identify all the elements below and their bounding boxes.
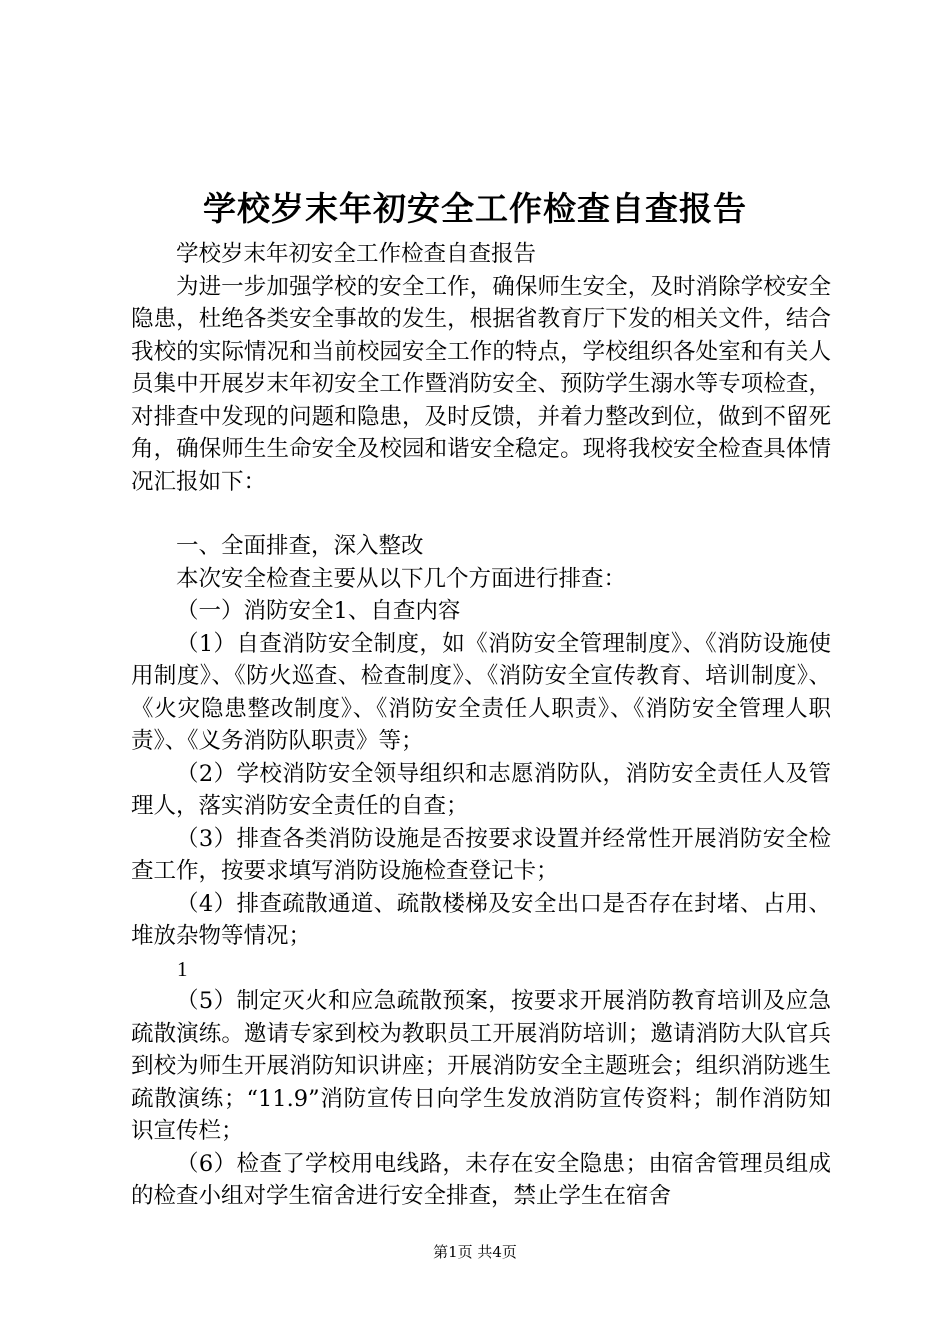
paragraph-spacer: [131, 498, 831, 530]
list-item-3: （3）排查各类消防设施是否按要求设置并经常性开展消防安全检查工作，按要求填写消防设施检查登记卡；: [131, 825, 831, 884]
inline-page-number: 1: [177, 956, 188, 981]
list-item-6: （6）检查了学校用电线路，未存在安全隐患；由宿舍管理员组成的检查小组对学生宿舍进行安全排查，禁止学生在宿舍: [131, 1150, 831, 1209]
subtitle-paragraph: 学校岁末年初安全工作检查自查报告: [176, 241, 537, 267]
page-footer: 第1页 共4页: [433, 1243, 517, 1261]
section-intro-paragraph: 本次安全检查主要从以下几个方面进行排查：: [176, 565, 627, 592]
section-heading: 一、全面排查，深入整改: [176, 533, 424, 559]
list-item-2: （2）学校消防安全领导组织和志愿消防队，消防安全责任人及管理人，落实消防安全责任的自查；: [131, 760, 831, 819]
list-item-1: （1）自查消防安全制度，如《消防安全管理制度》、《消防设施使用制度》、《防火巡查、检查制度》、《消防安全宣传教育、培训制度》、《火灾隐患整改制度》、《消防安全责任人职责》、《消防安全管理人职责》、《义务消防队职责》等；: [131, 630, 831, 754]
list-item-4: （4）排查疏散通道、疏散楼梯及安全出口是否存在封堵、占用、堆放杂物等情况；: [131, 890, 831, 949]
document-title: 学校岁末年初安全工作检查自查报告: [203, 189, 747, 228]
list-item-5: （5）制定灭火和应急疏散预案，按要求开展消防教育培训及应急疏散演练。邀请专家到校为教职员工开展消防培训；邀请消防大队官兵到校为师生开展消防知识讲座；开展消防安全主题班会；组织消防逃生疏散演练；“11.9”消防宣传日向学生发放消防宣传资料；制作消防知识宣传栏；: [131, 988, 831, 1144]
subsection-heading: （一）消防安全1、自查内容: [176, 598, 461, 624]
document-body: [131, 238, 831, 1213]
intro-paragraph: 为进一步加强学校的安全工作，确保师生安全，及时消除学校安全隐患，杜绝各类安全事故的发生，根据省教育厅下发的相关文件，结合我校的实际情况和当前校园安全工作的特点，学校组织各处室和有关人员集中开展岁末年初安全工作暨消防安全、预防学生溺水等专项检查，对排查中发现的问题和隐患，及时反馈，并着力整改到位，做到不留死角，确保师生生命安全及校园和谐安全稳定。现将我校安全检查具体情况汇报如下：: [131, 273, 831, 495]
